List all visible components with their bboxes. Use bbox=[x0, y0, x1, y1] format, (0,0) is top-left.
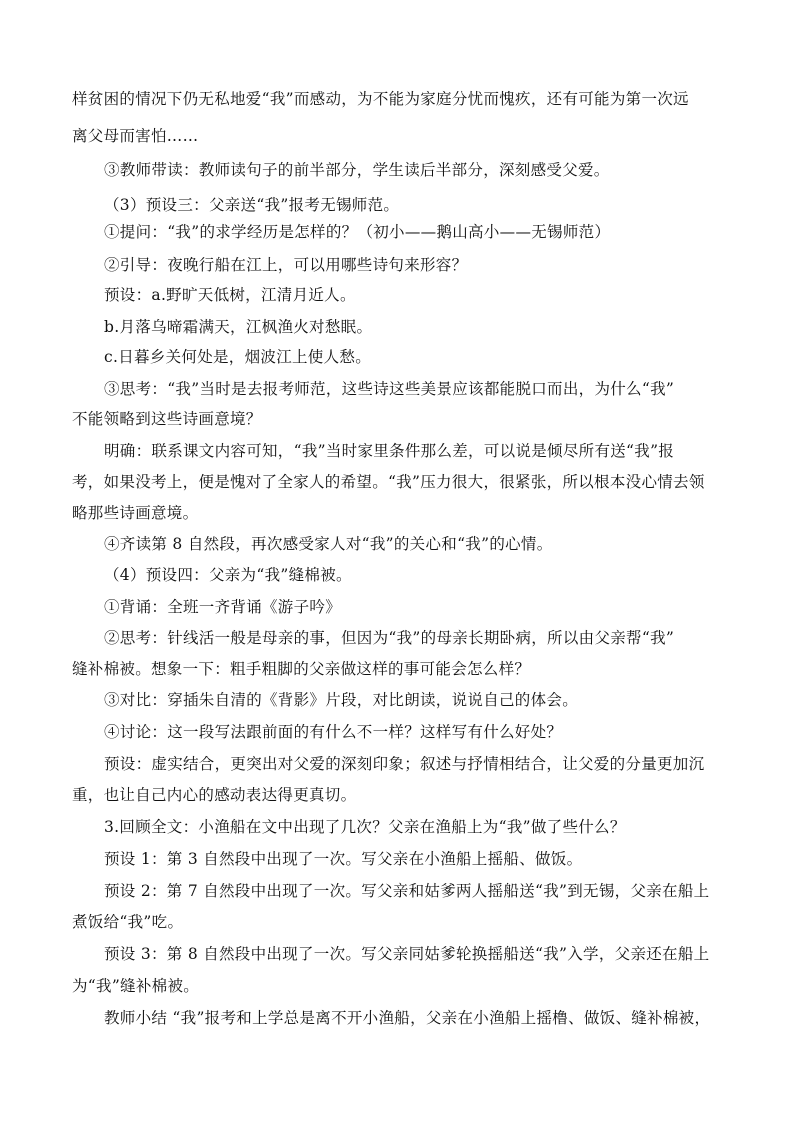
text-line: 预设：虚实结合，更突出对父爱的深刻印象；叙述与抒情相结合，让父爱的分量更加沉 bbox=[104, 755, 705, 773]
text-line: 考，如果没考上，便是愧对了全家人的希望。“我”压力很大，很紧张，所以根本没心情去领 bbox=[72, 473, 705, 491]
text-line: 预设 2：第 7 自然段中出现了一次。写父亲和姑爹两人摇船送“我”到无锡，父亲在船上 bbox=[104, 882, 710, 900]
text-line: 样贫困的情况下仍无私地爱“我”而感动，为不能为家庭分忧而愧疚，还有可能为第一次远 bbox=[72, 90, 689, 108]
text-line: 预设 3：第 8 自然段中出现了一次。写父亲同姑爹轮换摇船送“我”入学，父亲还在船上 bbox=[104, 945, 710, 963]
text-line: 重，也让自己内心的感动表达得更真切。 bbox=[72, 786, 357, 804]
text-line: 煮饭给“我”吃。 bbox=[72, 913, 184, 931]
text-line: ④齐读第 8 自然段，再次感受家人对“我”的关心和“我”的心情。 bbox=[104, 535, 553, 553]
text-line: ①提问：“我”的求学经历是怎样的？（初小——鹅山高小——无锡师范） bbox=[104, 223, 611, 241]
text-line: 教师小结 “我”报考和上学总是离不开小渔船，父亲在小渔船上摇橹、做饭、缝补棉被， bbox=[104, 1009, 711, 1027]
text-line: 略那些诗画意境。 bbox=[72, 504, 199, 522]
text-line: 缝补棉被。想象一下：粗手粗脚的父亲做这样的事可能会怎么样？ bbox=[72, 660, 531, 678]
text-line: ②思考：针线活一般是母亲的事，但因为“我”的母亲长期卧病，所以由父亲帮“我” bbox=[104, 629, 675, 647]
text-line: （4）预设四：父亲为“我”缝棉被。 bbox=[104, 566, 352, 584]
text-line: b.月落乌啼霜满天，江枫渔火对愁眠。 bbox=[104, 318, 373, 336]
text-line: 离父母而害怕…… bbox=[72, 127, 199, 145]
text-line: ④讨论：这一段写法跟前面的有什么不一样？这样写有什么好处？ bbox=[104, 723, 563, 741]
text-line: 预设 1：第 3 自然段中出现了一次。写父亲在小渔船上摇船、做饭。 bbox=[104, 850, 583, 868]
text-line: 明确：联系课文内容可知，“我”当时家里条件那么差，可以说是倾尽所有送“我”报 bbox=[104, 442, 675, 460]
text-line: ③对比：穿插朱自清的《背影》片段，对比朗读，说说自己的体会。 bbox=[104, 691, 579, 709]
text-line: 预设：a.野旷天低树，江清月近人。 bbox=[104, 286, 356, 304]
text-line: ②引导：夜晚行船在江上，可以用哪些诗句来形容？ bbox=[104, 256, 468, 274]
text-line: c.日暮乡关何处是，烟波江上使人愁。 bbox=[104, 348, 372, 366]
text-line: 3.回顾全文：小渔船在文中出现了几次？父亲在渔船上为“我”做了些什么？ bbox=[104, 818, 626, 836]
text-line: ③教师带读：教师读句子的前半部分，学生读后半部分，深刻感受父爱。 bbox=[104, 161, 610, 179]
text-line: ①背诵：全班一齐背诵《游子吟》 bbox=[104, 598, 342, 616]
text-line: 不能领略到这些诗画意境？ bbox=[72, 410, 262, 428]
text-line: （3）预设三：父亲送“我”报考无锡师范。 bbox=[104, 196, 400, 214]
text-line: 为“我”缝补棉被。 bbox=[72, 977, 200, 995]
text-line: ③思考：“我”当时是去报考师范，这些诗这些美景应该都能脱口而出，为什么“我” bbox=[104, 380, 675, 398]
